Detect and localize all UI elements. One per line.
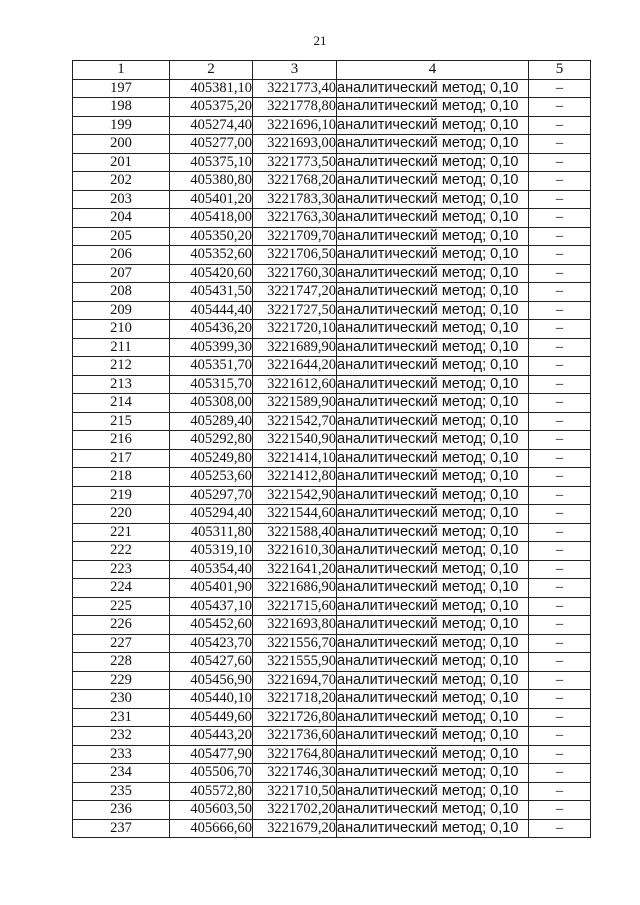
- y-coordinate-cell: 3221727,50: [253, 301, 337, 320]
- table-row: [73, 79, 591, 98]
- note-cell: –: [529, 634, 591, 653]
- point-number-cell: 212: [73, 357, 170, 376]
- y-coordinate-cell: 3221679,20: [253, 819, 337, 838]
- note-cell: –: [529, 301, 591, 320]
- y-coordinate-cell: 3221414,10: [253, 449, 337, 468]
- method-accuracy-cell: аналитический метод; 0,10: [337, 764, 529, 783]
- y-coordinate-cell: 3221720,10: [253, 320, 337, 339]
- point-number-cell: 199: [73, 116, 170, 135]
- x-coordinate-cell: 405420,60: [170, 264, 253, 283]
- note-cell: –: [529, 227, 591, 246]
- y-coordinate-cell: 3221764,80: [253, 745, 337, 764]
- y-coordinate-cell: 3221736,60: [253, 727, 337, 746]
- note-cell: –: [529, 542, 591, 561]
- point-number-cell: 214: [73, 394, 170, 413]
- y-coordinate-cell: 3221747,20: [253, 283, 337, 302]
- x-coordinate-cell: 405319,10: [170, 542, 253, 561]
- note-cell: –: [529, 560, 591, 579]
- method-accuracy-cell: аналитический метод; 0,10: [337, 505, 529, 524]
- point-number-cell: 216: [73, 431, 170, 450]
- y-coordinate-cell: 3221718,20: [253, 690, 337, 709]
- note-cell: –: [529, 801, 591, 820]
- point-number-cell: 228: [73, 653, 170, 672]
- x-coordinate-cell: 405277,00: [170, 135, 253, 154]
- point-number-cell: 226: [73, 616, 170, 635]
- method-accuracy-cell: аналитический метод; 0,10: [337, 135, 529, 154]
- table-row: [73, 375, 591, 394]
- x-coordinate-cell: 405603,50: [170, 801, 253, 820]
- table-row: [73, 597, 591, 616]
- point-number-cell: 231: [73, 708, 170, 727]
- y-coordinate-cell: 3221694,70: [253, 671, 337, 690]
- table-row: [73, 560, 591, 579]
- note-cell: –: [529, 468, 591, 487]
- point-number-cell: 205: [73, 227, 170, 246]
- method-accuracy-cell: аналитический метод; 0,10: [337, 727, 529, 746]
- point-number-cell: 218: [73, 468, 170, 487]
- x-coordinate-cell: 405375,10: [170, 153, 253, 172]
- table-row: [73, 542, 591, 561]
- point-number-cell: 217: [73, 449, 170, 468]
- x-coordinate-cell: 405380,80: [170, 172, 253, 191]
- point-number-cell: 208: [73, 283, 170, 302]
- x-coordinate-cell: 405477,90: [170, 745, 253, 764]
- y-coordinate-cell: 3221768,20: [253, 172, 337, 191]
- method-accuracy-cell: аналитический метод; 0,10: [337, 597, 529, 616]
- x-coordinate-cell: 405401,90: [170, 579, 253, 598]
- note-cell: –: [529, 597, 591, 616]
- table-header-row: [73, 61, 591, 80]
- y-coordinate-cell: 3221641,20: [253, 560, 337, 579]
- x-coordinate-cell: 405311,80: [170, 523, 253, 542]
- table-row: [73, 801, 591, 820]
- method-accuracy-cell: аналитический метод; 0,10: [337, 523, 529, 542]
- method-accuracy-cell: аналитический метод; 0,10: [337, 172, 529, 191]
- point-number-cell: 209: [73, 301, 170, 320]
- note-cell: –: [529, 338, 591, 357]
- y-coordinate-cell: 3221556,70: [253, 634, 337, 653]
- table-row: [73, 671, 591, 690]
- method-accuracy-cell: аналитический метод; 0,10: [337, 357, 529, 376]
- table-row: [73, 135, 591, 154]
- point-number-cell: 201: [73, 153, 170, 172]
- x-coordinate-cell: 405375,20: [170, 98, 253, 117]
- table-row: [73, 505, 591, 524]
- table-row: [73, 782, 591, 801]
- table-row: [73, 357, 591, 376]
- note-cell: –: [529, 690, 591, 709]
- table-row: [73, 264, 591, 283]
- note-cell: –: [529, 190, 591, 209]
- method-accuracy-cell: аналитический метод; 0,10: [337, 449, 529, 468]
- note-cell: –: [529, 653, 591, 672]
- y-coordinate-cell: 3221710,50: [253, 782, 337, 801]
- y-coordinate-cell: 3221555,90: [253, 653, 337, 672]
- x-coordinate-cell: 405354,40: [170, 560, 253, 579]
- note-cell: –: [529, 579, 591, 598]
- table-row: [73, 745, 591, 764]
- table-row: [73, 523, 591, 542]
- y-coordinate-cell: 3221693,00: [253, 135, 337, 154]
- point-number-cell: 215: [73, 412, 170, 431]
- note-cell: –: [529, 782, 591, 801]
- note-cell: –: [529, 283, 591, 302]
- method-accuracy-cell: аналитический метод; 0,10: [337, 320, 529, 339]
- note-cell: –: [529, 764, 591, 783]
- column-header-2: 2: [170, 61, 253, 80]
- y-coordinate-cell: 3221783,30: [253, 190, 337, 209]
- y-coordinate-cell: 3221709,70: [253, 227, 337, 246]
- x-coordinate-cell: 405401,20: [170, 190, 253, 209]
- note-cell: –: [529, 486, 591, 505]
- x-coordinate-cell: 405444,40: [170, 301, 253, 320]
- table-row: [73, 190, 591, 209]
- point-number-cell: 223: [73, 560, 170, 579]
- x-coordinate-cell: 405381,10: [170, 79, 253, 98]
- point-number-cell: 232: [73, 727, 170, 746]
- note-cell: –: [529, 209, 591, 228]
- y-coordinate-cell: 3221644,20: [253, 357, 337, 376]
- y-coordinate-cell: 3221544,60: [253, 505, 337, 524]
- method-accuracy-cell: аналитический метод; 0,10: [337, 246, 529, 265]
- point-number-cell: 197: [73, 79, 170, 98]
- table-row: [73, 227, 591, 246]
- x-coordinate-cell: 405436,20: [170, 320, 253, 339]
- note-cell: –: [529, 616, 591, 635]
- coordinates-table: [72, 60, 591, 838]
- point-number-cell: 207: [73, 264, 170, 283]
- method-accuracy-cell: аналитический метод; 0,10: [337, 209, 529, 228]
- x-coordinate-cell: 405253,60: [170, 468, 253, 487]
- method-accuracy-cell: аналитический метод; 0,10: [337, 79, 529, 98]
- y-coordinate-cell: 3221542,70: [253, 412, 337, 431]
- point-number-cell: 202: [73, 172, 170, 191]
- note-cell: –: [529, 98, 591, 117]
- table-row: [73, 172, 591, 191]
- y-coordinate-cell: 3221773,50: [253, 153, 337, 172]
- column-header-3: 3: [253, 61, 337, 80]
- point-number-cell: 219: [73, 486, 170, 505]
- x-coordinate-cell: 405294,40: [170, 505, 253, 524]
- method-accuracy-cell: аналитический метод; 0,10: [337, 801, 529, 820]
- table-row: [73, 764, 591, 783]
- method-accuracy-cell: аналитический метод; 0,10: [337, 338, 529, 357]
- note-cell: –: [529, 449, 591, 468]
- y-coordinate-cell: 3221412,80: [253, 468, 337, 487]
- column-header-4: 4: [337, 61, 529, 80]
- point-number-cell: 213: [73, 375, 170, 394]
- table-row: [73, 819, 591, 838]
- table-row: [73, 634, 591, 653]
- table-row: [73, 320, 591, 339]
- x-coordinate-cell: 405443,20: [170, 727, 253, 746]
- table-row: [73, 708, 591, 727]
- point-number-cell: 198: [73, 98, 170, 117]
- point-number-cell: 227: [73, 634, 170, 653]
- point-number-cell: 234: [73, 764, 170, 783]
- table-row: [73, 209, 591, 228]
- note-cell: –: [529, 523, 591, 542]
- point-number-cell: 233: [73, 745, 170, 764]
- table-body: [73, 79, 591, 838]
- y-coordinate-cell: 3221702,20: [253, 801, 337, 820]
- note-cell: –: [529, 264, 591, 283]
- x-coordinate-cell: 405418,00: [170, 209, 253, 228]
- table-row: [73, 283, 591, 302]
- x-coordinate-cell: 405289,40: [170, 412, 253, 431]
- table-row: [73, 579, 591, 598]
- x-coordinate-cell: 405297,70: [170, 486, 253, 505]
- note-cell: –: [529, 375, 591, 394]
- y-coordinate-cell: 3221686,90: [253, 579, 337, 598]
- method-accuracy-cell: аналитический метод; 0,10: [337, 153, 529, 172]
- y-coordinate-cell: 3221763,30: [253, 209, 337, 228]
- y-coordinate-cell: 3221746,30: [253, 764, 337, 783]
- note-cell: –: [529, 505, 591, 524]
- note-cell: –: [529, 172, 591, 191]
- method-accuracy-cell: аналитический метод; 0,10: [337, 616, 529, 635]
- method-accuracy-cell: аналитический метод; 0,10: [337, 782, 529, 801]
- x-coordinate-cell: 405427,60: [170, 653, 253, 672]
- point-number-cell: 210: [73, 320, 170, 339]
- table-row: [73, 690, 591, 709]
- y-coordinate-cell: 3221696,10: [253, 116, 337, 135]
- table-row: [73, 394, 591, 413]
- method-accuracy-cell: аналитический метод; 0,10: [337, 394, 529, 413]
- x-coordinate-cell: 405572,80: [170, 782, 253, 801]
- y-coordinate-cell: 3221589,90: [253, 394, 337, 413]
- note-cell: –: [529, 431, 591, 450]
- table-row: [73, 431, 591, 450]
- note-cell: –: [529, 246, 591, 265]
- table-row: [73, 616, 591, 635]
- x-coordinate-cell: 405351,70: [170, 357, 253, 376]
- table-row: [73, 98, 591, 117]
- point-number-cell: 204: [73, 209, 170, 228]
- point-number-cell: 206: [73, 246, 170, 265]
- y-coordinate-cell: 3221726,80: [253, 708, 337, 727]
- method-accuracy-cell: аналитический метод; 0,10: [337, 375, 529, 394]
- x-coordinate-cell: 405456,90: [170, 671, 253, 690]
- table-row: [73, 338, 591, 357]
- note-cell: –: [529, 727, 591, 746]
- method-accuracy-cell: аналитический метод; 0,10: [337, 486, 529, 505]
- x-coordinate-cell: 405274,40: [170, 116, 253, 135]
- x-coordinate-cell: 405666,60: [170, 819, 253, 838]
- y-coordinate-cell: 3221542,90: [253, 486, 337, 505]
- table-row: [73, 246, 591, 265]
- point-number-cell: 200: [73, 135, 170, 154]
- y-coordinate-cell: 3221773,40: [253, 79, 337, 98]
- method-accuracy-cell: аналитический метод; 0,10: [337, 283, 529, 302]
- y-coordinate-cell: 3221689,90: [253, 338, 337, 357]
- x-coordinate-cell: 405440,10: [170, 690, 253, 709]
- x-coordinate-cell: 405352,60: [170, 246, 253, 265]
- x-coordinate-cell: 405423,70: [170, 634, 253, 653]
- note-cell: –: [529, 412, 591, 431]
- method-accuracy-cell: аналитический метод; 0,10: [337, 116, 529, 135]
- table-row: [73, 468, 591, 487]
- x-coordinate-cell: 405452,60: [170, 616, 253, 635]
- x-coordinate-cell: 405315,70: [170, 375, 253, 394]
- point-number-cell: 237: [73, 819, 170, 838]
- x-coordinate-cell: 405292,80: [170, 431, 253, 450]
- method-accuracy-cell: аналитический метод; 0,10: [337, 819, 529, 838]
- y-coordinate-cell: 3221715,60: [253, 597, 337, 616]
- table-row: [73, 727, 591, 746]
- method-accuracy-cell: аналитический метод; 0,10: [337, 708, 529, 727]
- method-accuracy-cell: аналитический метод; 0,10: [337, 745, 529, 764]
- y-coordinate-cell: 3221760,30: [253, 264, 337, 283]
- y-coordinate-cell: 3221693,80: [253, 616, 337, 635]
- table-row: [73, 486, 591, 505]
- table-row: [73, 449, 591, 468]
- point-number-cell: 225: [73, 597, 170, 616]
- x-coordinate-cell: 405308,00: [170, 394, 253, 413]
- note-cell: –: [529, 320, 591, 339]
- point-number-cell: 229: [73, 671, 170, 690]
- x-coordinate-cell: 405437,10: [170, 597, 253, 616]
- page-number: 21: [313, 33, 327, 48]
- x-coordinate-cell: 405399,30: [170, 338, 253, 357]
- method-accuracy-cell: аналитический метод; 0,10: [337, 412, 529, 431]
- note-cell: –: [529, 819, 591, 838]
- point-number-cell: 221: [73, 523, 170, 542]
- point-number-cell: 236: [73, 801, 170, 820]
- note-cell: –: [529, 745, 591, 764]
- note-cell: –: [529, 671, 591, 690]
- method-accuracy-cell: аналитический метод; 0,10: [337, 190, 529, 209]
- point-number-cell: 230: [73, 690, 170, 709]
- x-coordinate-cell: 405449,60: [170, 708, 253, 727]
- table-row: [73, 653, 591, 672]
- method-accuracy-cell: аналитический метод; 0,10: [337, 264, 529, 283]
- x-coordinate-cell: 405249,80: [170, 449, 253, 468]
- x-coordinate-cell: 405506,70: [170, 764, 253, 783]
- method-accuracy-cell: аналитический метод; 0,10: [337, 653, 529, 672]
- note-cell: –: [529, 135, 591, 154]
- y-coordinate-cell: 3221778,80: [253, 98, 337, 117]
- method-accuracy-cell: аналитический метод; 0,10: [337, 634, 529, 653]
- x-coordinate-cell: 405350,20: [170, 227, 253, 246]
- note-cell: –: [529, 153, 591, 172]
- method-accuracy-cell: аналитический метод; 0,10: [337, 98, 529, 117]
- table-row: [73, 301, 591, 320]
- table-row: [73, 116, 591, 135]
- note-cell: –: [529, 116, 591, 135]
- note-cell: –: [529, 708, 591, 727]
- y-coordinate-cell: 3221540,90: [253, 431, 337, 450]
- note-cell: –: [529, 357, 591, 376]
- y-coordinate-cell: 3221612,60: [253, 375, 337, 394]
- table-row: [73, 153, 591, 172]
- method-accuracy-cell: аналитический метод; 0,10: [337, 542, 529, 561]
- method-accuracy-cell: аналитический метод; 0,10: [337, 468, 529, 487]
- method-accuracy-cell: аналитический метод; 0,10: [337, 560, 529, 579]
- column-header-5: 5: [529, 61, 591, 80]
- method-accuracy-cell: аналитический метод; 0,10: [337, 227, 529, 246]
- point-number-cell: 222: [73, 542, 170, 561]
- note-cell: –: [529, 394, 591, 413]
- y-coordinate-cell: 3221610,30: [253, 542, 337, 561]
- x-coordinate-cell: 405431,50: [170, 283, 253, 302]
- method-accuracy-cell: аналитический метод; 0,10: [337, 671, 529, 690]
- note-cell: –: [529, 79, 591, 98]
- point-number-cell: 235: [73, 782, 170, 801]
- method-accuracy-cell: аналитический метод; 0,10: [337, 690, 529, 709]
- point-number-cell: 220: [73, 505, 170, 524]
- point-number-cell: 224: [73, 579, 170, 598]
- method-accuracy-cell: аналитический метод; 0,10: [337, 579, 529, 598]
- table-row: [73, 412, 591, 431]
- point-number-cell: 203: [73, 190, 170, 209]
- method-accuracy-cell: аналитический метод; 0,10: [337, 301, 529, 320]
- y-coordinate-cell: 3221706,50: [253, 246, 337, 265]
- column-header-1: 1: [73, 61, 170, 80]
- y-coordinate-cell: 3221588,40: [253, 523, 337, 542]
- method-accuracy-cell: аналитический метод; 0,10: [337, 431, 529, 450]
- point-number-cell: 211: [73, 338, 170, 357]
